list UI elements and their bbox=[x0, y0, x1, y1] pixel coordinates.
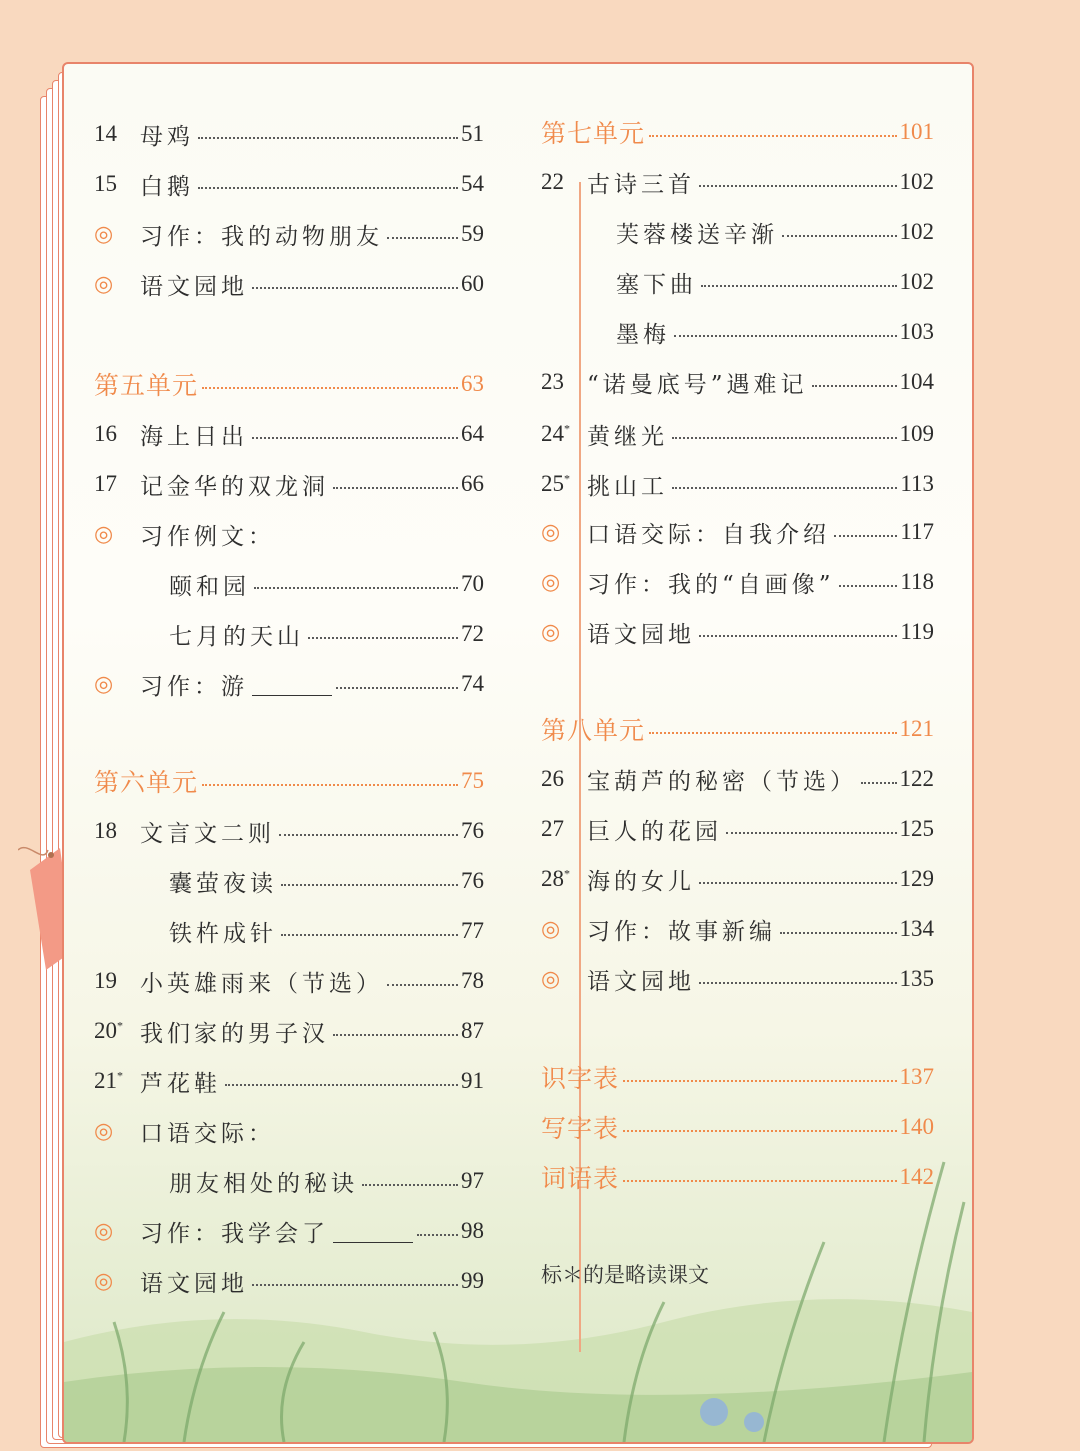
skim-star: * bbox=[117, 1068, 123, 1083]
dot-leader bbox=[672, 487, 897, 489]
page-number: 109 bbox=[899, 421, 934, 446]
entry-title: 七月的天山 bbox=[169, 623, 304, 650]
toc-row-unit[interactable] bbox=[94, 364, 484, 404]
entry-title: 小英雄雨来（节选） bbox=[140, 970, 383, 997]
page-number: 102 bbox=[899, 169, 934, 194]
footnote: 标＊的是略读课文 bbox=[541, 1263, 709, 1287]
lesson-number: 26 bbox=[541, 766, 564, 791]
circle-marker-icon: ◎ bbox=[541, 966, 561, 992]
page-number: 102 bbox=[899, 219, 934, 244]
page-number: 76 bbox=[461, 818, 484, 843]
dot-leader bbox=[279, 834, 458, 836]
page-number: 91 bbox=[461, 1068, 484, 1093]
page-number: 51 bbox=[461, 121, 484, 146]
entry-title: 口语交际： bbox=[140, 1120, 275, 1147]
dot-leader bbox=[252, 437, 458, 439]
skim-star: * bbox=[564, 421, 570, 436]
page-number: 75 bbox=[461, 768, 484, 793]
entry-title: 文言文二则 bbox=[140, 820, 275, 847]
lesson-number: 20* bbox=[94, 1018, 123, 1043]
toc-row-item[interactable] bbox=[541, 909, 934, 949]
entry-title: 芙蓉楼送辛渐 bbox=[616, 221, 778, 248]
toc-row-item[interactable] bbox=[541, 562, 934, 602]
dot-leader bbox=[387, 237, 458, 239]
toc-row-sub[interactable] bbox=[169, 1161, 484, 1201]
circle-marker-icon: ◎ bbox=[94, 1218, 114, 1244]
toc-row-item[interactable] bbox=[541, 612, 934, 652]
entry-title: 习作：我的“自画像” bbox=[587, 571, 835, 598]
entry-title: 识字表 bbox=[541, 1064, 620, 1093]
toc-row-lesson[interactable] bbox=[541, 464, 934, 504]
entry-title: “诺曼底号”遇难记 bbox=[587, 371, 808, 398]
toc-row-lesson[interactable] bbox=[541, 809, 934, 849]
fill-in-blank bbox=[252, 673, 332, 696]
toc-row-lesson[interactable] bbox=[541, 162, 934, 202]
toc-row-unit[interactable] bbox=[541, 112, 934, 152]
toc-row-lesson[interactable] bbox=[94, 464, 484, 504]
page-number: 103 bbox=[899, 319, 934, 344]
page-number: 76 bbox=[461, 868, 484, 893]
skim-star: * bbox=[564, 471, 570, 486]
dot-leader bbox=[198, 187, 458, 189]
dot-leader bbox=[782, 235, 897, 237]
dot-leader bbox=[333, 487, 458, 489]
dot-leader bbox=[780, 932, 897, 934]
entry-title: 习作：故事新编 bbox=[587, 918, 776, 945]
page-number: 104 bbox=[899, 369, 934, 394]
page-number: 134 bbox=[899, 916, 934, 941]
dot-leader bbox=[333, 1034, 458, 1036]
toc-row-unit[interactable] bbox=[541, 1057, 934, 1097]
dot-leader bbox=[649, 732, 896, 734]
dot-leader bbox=[387, 984, 458, 986]
dot-leader bbox=[281, 934, 458, 936]
toc-row-sub[interactable] bbox=[169, 911, 484, 951]
page-number: 117 bbox=[900, 519, 934, 544]
circle-marker-icon: ◎ bbox=[541, 619, 561, 645]
entry-title: 囊萤夜读 bbox=[169, 870, 277, 897]
toc-row-lesson[interactable] bbox=[541, 414, 934, 454]
toc-row-unit[interactable] bbox=[541, 709, 934, 749]
page-number: 74 bbox=[461, 671, 484, 696]
dot-leader bbox=[861, 782, 897, 784]
dot-leader bbox=[623, 1180, 896, 1182]
dot-leader bbox=[623, 1130, 896, 1132]
toc-row-sub[interactable] bbox=[169, 564, 484, 604]
dot-leader bbox=[202, 387, 458, 389]
toc-row-unit[interactable] bbox=[541, 1157, 934, 1197]
page-number: 66 bbox=[461, 471, 484, 496]
toc-row-item[interactable] bbox=[94, 514, 484, 554]
toc-row-lesson[interactable] bbox=[94, 114, 484, 154]
toc-row-sub[interactable] bbox=[169, 861, 484, 901]
toc-row-sub[interactable] bbox=[169, 614, 484, 654]
circle-marker-icon: ◎ bbox=[94, 271, 114, 297]
toc-row-unit[interactable] bbox=[94, 761, 484, 801]
dot-leader bbox=[726, 832, 897, 834]
entry-title: 第八单元 bbox=[541, 716, 646, 745]
dot-leader bbox=[623, 1080, 896, 1082]
dot-leader bbox=[699, 635, 897, 637]
fill-in-blank bbox=[333, 1220, 413, 1243]
toc-page bbox=[62, 62, 974, 1444]
circle-marker-icon: ◎ bbox=[541, 519, 561, 545]
entry-title: 巨人的花园 bbox=[587, 818, 722, 845]
toc-row-item[interactable] bbox=[541, 512, 934, 552]
entry-title: 语文园地 bbox=[587, 621, 695, 648]
entry-title: 我们家的男子汉 bbox=[140, 1020, 329, 1047]
toc-row-sub[interactable] bbox=[616, 262, 934, 302]
lesson-number: 23 bbox=[541, 369, 564, 394]
lesson-number: 18 bbox=[94, 818, 117, 843]
entry-title: 写字表 bbox=[541, 1114, 620, 1143]
dot-leader bbox=[252, 287, 458, 289]
entry-title: 第五单元 bbox=[94, 371, 199, 400]
toc-row-sub[interactable] bbox=[616, 212, 934, 252]
entry-title: 墨梅 bbox=[616, 321, 670, 348]
toc-row-lesson[interactable] bbox=[94, 1011, 484, 1051]
dot-leader bbox=[834, 535, 897, 537]
entry-title: 黄继光 bbox=[587, 423, 668, 450]
lesson-number: 25* bbox=[541, 471, 570, 496]
page-number: 140 bbox=[899, 1114, 934, 1139]
lesson-number: 17 bbox=[94, 471, 117, 496]
page-number: 59 bbox=[461, 221, 484, 246]
entry-title: 古诗三首 bbox=[587, 171, 695, 198]
lesson-number: 22 bbox=[541, 169, 564, 194]
page-number: 118 bbox=[900, 569, 934, 594]
page-number: 102 bbox=[899, 269, 934, 294]
dot-leader bbox=[252, 1284, 458, 1286]
dot-leader bbox=[699, 882, 897, 884]
entry-title: 白鹅 bbox=[140, 173, 194, 200]
lesson-number: 21* bbox=[94, 1068, 123, 1093]
page-number: 98 bbox=[461, 1218, 484, 1243]
toc-row-item[interactable] bbox=[94, 214, 484, 254]
page-number: 142 bbox=[899, 1164, 934, 1189]
toc-row-lesson[interactable] bbox=[94, 811, 484, 851]
page-number: 77 bbox=[461, 918, 484, 943]
entry-title: 海上日出 bbox=[140, 423, 248, 450]
circle-marker-icon: ◎ bbox=[94, 1118, 114, 1144]
page-number: 54 bbox=[461, 171, 484, 196]
dot-leader bbox=[839, 585, 898, 587]
page-number: 129 bbox=[899, 866, 934, 891]
entry-title: 记金华的双龙洞 bbox=[140, 473, 329, 500]
dot-leader bbox=[699, 185, 897, 187]
page-number: 72 bbox=[461, 621, 484, 646]
entry-title: 母鸡 bbox=[140, 123, 194, 150]
lesson-number: 19 bbox=[94, 968, 117, 993]
skim-star: * bbox=[117, 1018, 123, 1033]
dot-leader bbox=[254, 587, 458, 589]
toc-row-item[interactable] bbox=[94, 1111, 484, 1151]
page-number: 122 bbox=[899, 766, 934, 791]
page-number: 78 bbox=[461, 968, 484, 993]
lesson-number: 28* bbox=[541, 866, 570, 891]
dot-leader bbox=[308, 637, 458, 639]
lesson-number: 24* bbox=[541, 421, 570, 446]
circle-marker-icon: ◎ bbox=[94, 671, 114, 697]
dot-leader bbox=[202, 784, 458, 786]
page-number: 137 bbox=[899, 1064, 934, 1089]
page-number: 99 bbox=[461, 1268, 484, 1293]
entry-title: 习作：我学会了 bbox=[140, 1220, 329, 1247]
toc-row-lesson[interactable] bbox=[94, 961, 484, 1001]
page-number: 64 bbox=[461, 421, 484, 446]
page-number: 113 bbox=[900, 471, 934, 496]
entry-title: 芦花鞋 bbox=[140, 1070, 221, 1097]
toc-row-item[interactable] bbox=[94, 1261, 484, 1301]
page-number: 101 bbox=[899, 119, 934, 144]
entry-title: 词语表 bbox=[541, 1164, 620, 1193]
page-number: 70 bbox=[461, 571, 484, 596]
entry-title: 朋友相处的秘诀 bbox=[169, 1170, 358, 1197]
dot-leader bbox=[336, 687, 458, 689]
dot-leader bbox=[699, 982, 897, 984]
toc-row-sub[interactable] bbox=[616, 312, 934, 352]
toc-row-lesson[interactable] bbox=[94, 414, 484, 454]
lesson-number: 16 bbox=[94, 421, 117, 446]
circle-marker-icon: ◎ bbox=[541, 916, 561, 942]
dot-leader bbox=[672, 437, 897, 439]
entry-title: 习作例文： bbox=[140, 523, 275, 550]
circle-marker-icon: ◎ bbox=[94, 521, 114, 547]
entry-title: 铁杵成针 bbox=[169, 920, 277, 947]
dot-leader bbox=[701, 285, 897, 287]
entry-title: 塞下曲 bbox=[616, 271, 697, 298]
page-number: 135 bbox=[899, 966, 934, 991]
dot-leader bbox=[649, 135, 896, 137]
entry-title: 宝葫芦的秘密（节选） bbox=[587, 768, 857, 795]
dot-leader bbox=[674, 335, 897, 337]
entry-title: 第六单元 bbox=[94, 768, 199, 797]
toc-row-item[interactable] bbox=[94, 664, 484, 704]
page-number: 60 bbox=[461, 271, 484, 296]
entry-title: 颐和园 bbox=[169, 573, 250, 600]
entry-title: 语文园地 bbox=[140, 273, 248, 300]
toc-row-lesson[interactable] bbox=[94, 1061, 484, 1101]
entry-title: 习作：游 bbox=[140, 673, 248, 700]
circle-marker-icon: ◎ bbox=[541, 569, 561, 595]
page-number: 121 bbox=[899, 716, 934, 741]
dot-leader bbox=[281, 884, 458, 886]
page-number: 87 bbox=[461, 1018, 484, 1043]
skim-star: * bbox=[564, 866, 570, 881]
toc-row-lesson[interactable] bbox=[541, 362, 934, 402]
toc-row-unit[interactable] bbox=[541, 1107, 934, 1147]
entry-title: 口语交际：自我介绍 bbox=[587, 521, 830, 548]
page-number: 125 bbox=[899, 816, 934, 841]
page-number: 63 bbox=[461, 371, 484, 396]
toc-row-lesson[interactable] bbox=[541, 759, 934, 799]
lesson-number: 14 bbox=[94, 121, 117, 146]
entry-title: 语文园地 bbox=[587, 968, 695, 995]
lesson-number: 27 bbox=[541, 816, 564, 841]
entry-title: 第七单元 bbox=[541, 119, 646, 148]
entry-title: 习作：我的动物朋友 bbox=[140, 223, 383, 250]
dot-leader bbox=[198, 137, 458, 139]
entry-title: 语文园地 bbox=[140, 1270, 248, 1297]
entry-title: 挑山工 bbox=[587, 473, 668, 500]
lesson-number: 15 bbox=[94, 171, 117, 196]
toc-row-item[interactable] bbox=[94, 264, 484, 304]
toc-row-item[interactable] bbox=[94, 1211, 484, 1251]
toc-row-lesson[interactable] bbox=[94, 164, 484, 204]
circle-marker-icon: ◎ bbox=[94, 1268, 114, 1294]
entry-title: 海的女儿 bbox=[587, 868, 695, 895]
page-number: 97 bbox=[461, 1168, 484, 1193]
dot-leader bbox=[362, 1184, 458, 1186]
toc-row-lesson[interactable] bbox=[541, 859, 934, 899]
toc-row-item[interactable] bbox=[541, 959, 934, 999]
dot-leader bbox=[812, 385, 897, 387]
page-number: 119 bbox=[900, 619, 934, 644]
circle-marker-icon: ◎ bbox=[94, 221, 114, 247]
dot-leader bbox=[417, 1234, 458, 1236]
dot-leader bbox=[225, 1084, 458, 1086]
